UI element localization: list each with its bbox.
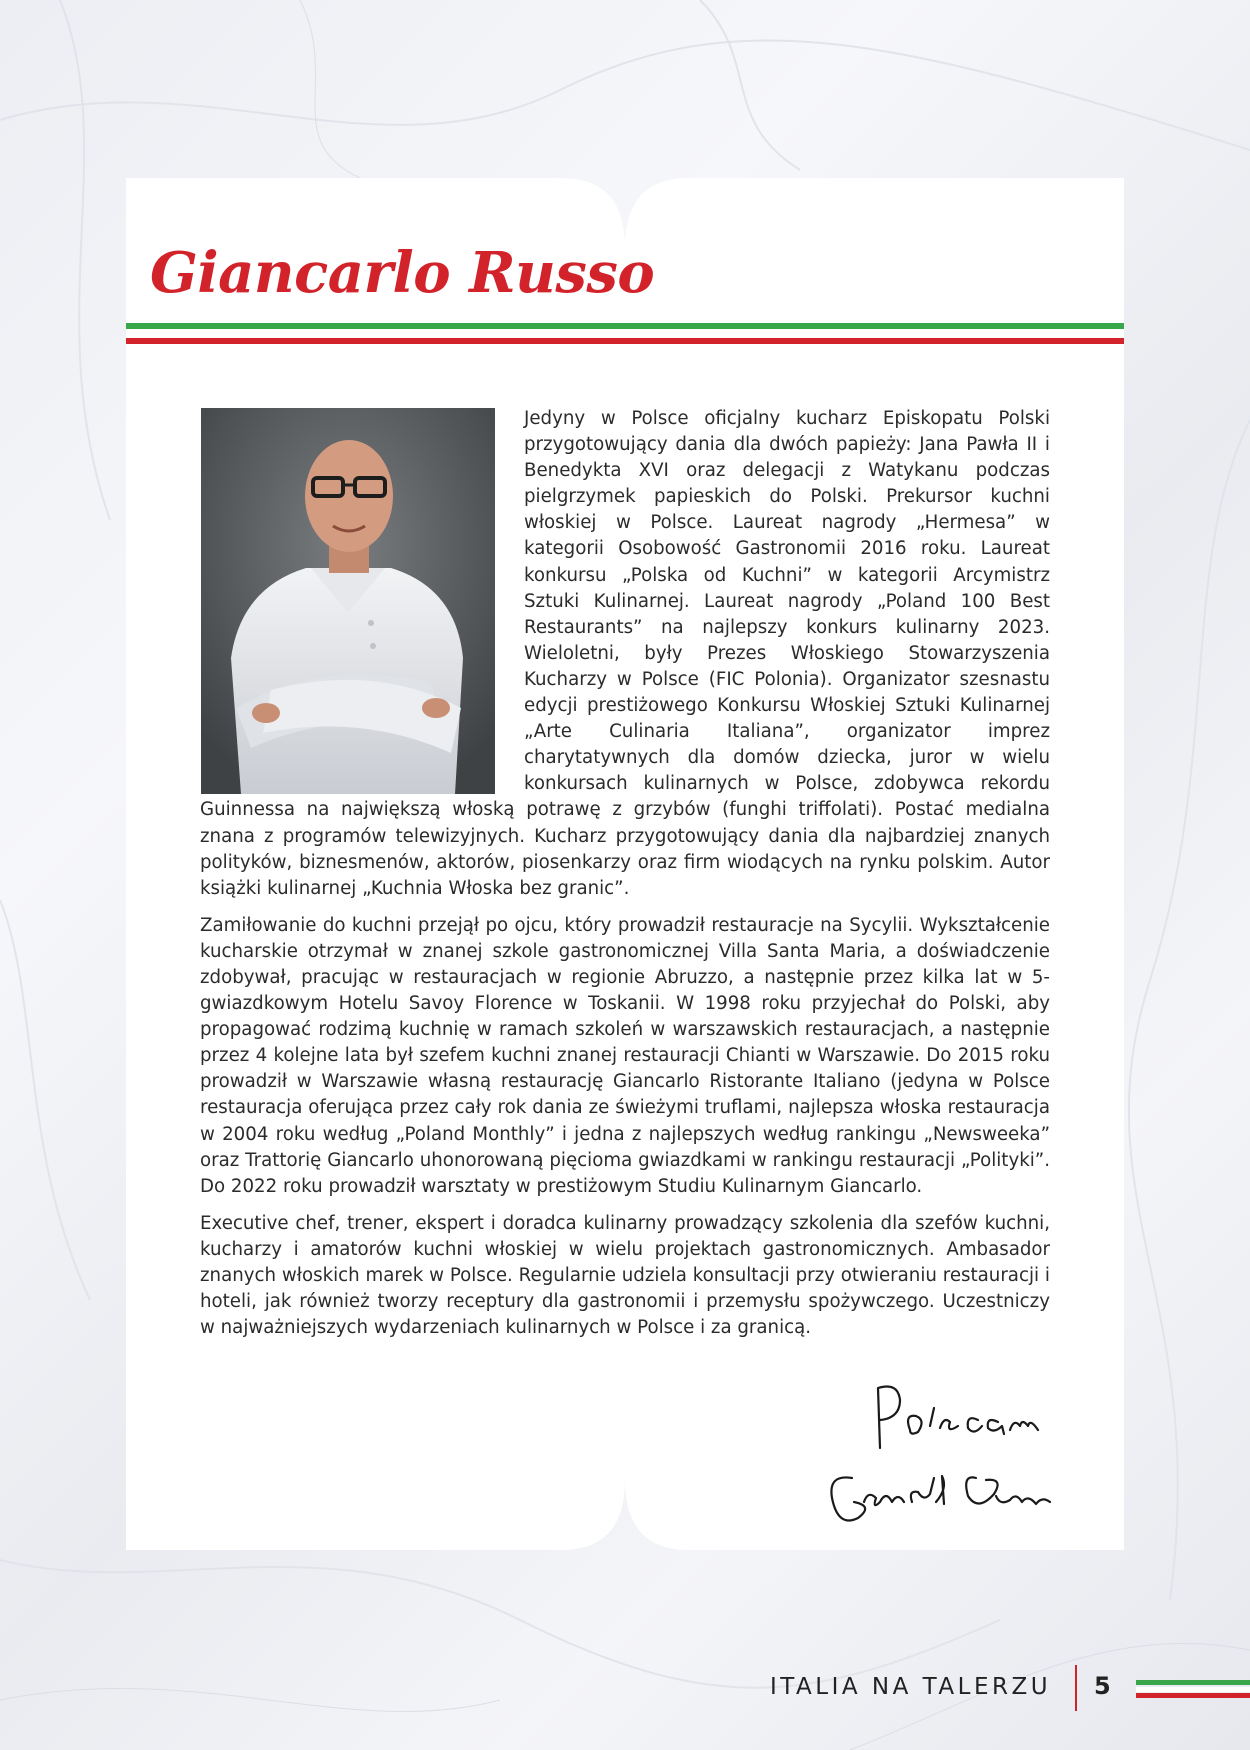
article-body xyxy=(200,406,1050,1352)
italian-flag-rule xyxy=(126,323,1124,344)
article-paragraph-1: Jedyny w Polsce oficjalny kucharz Episkopatu Polski przygotowujący dania dla dwóch papieży: Jana Pawła II i Benedykta XVI oraz delegacji z Watykanu podczas pielgrzymek papieskich do Polski. Prekursor kuchni włoskiej w Polsce. Laureat nagrody „Hermesa” w kategorii Osobowość Gastronomii 2016 roku. Laureat konkursu „Polska od Kuchni” w kategorii Arcymistrz Sztuki Kulinarnej. Laureat nagrody „Poland 100 Best Restaurants” na najlepszy konkurs kulinarny 2023. Wieloletni, były Prezes Włoskiego Stowarzyszenia Kucharzy w Polsce (FIC Polonia). Organizator szesnastu edycji prestiżowego Konkursu Włoskiej Sztuki Kulinarnej „Arte Culinaria Italiana”, organizator imprez charytatywnych dla domów dziecka, juror w wielu konkursach kulinarnych w Polsce, zdobywca rekordu Guinnessa na największą włoską potrawę z grzybów (funghi triffolati). Postać medialna znana z programów telewizyjnych. Kucharz przygotowujący dania dla najbardziej znanych polityków, biznesmenów, aktorów, piosenkarzy oraz firm wiodących na rynku polskim. Autor książki kulinarnej „Kuchnia Włoska bez granic”. xyxy=(200,408,1050,899)
footer-divider xyxy=(1075,1665,1077,1711)
photo-spacer xyxy=(200,406,524,796)
footer-flag-rule xyxy=(1136,1680,1250,1699)
article-paragraph-3: Executive chef, trener, ekspert i doradca kulinarny prowadzący szkolenia dla szefów kuchni, kucharzy i amatorów kuchni włoskiej w wielu projektach gastronomicznych. Ambasador znanych włoskich marek w Polsce. Regularnie udziela konsultacji przy otwieraniu restauracji i hoteli, jak również tworzy receptury dla gastronomii i przemysłu spożywczego. Uczestniczy w najważniejszych wydarzeniach kulinarnych w Polsce i za granicą. xyxy=(200,1212,1050,1339)
handwritten-signature xyxy=(818,1378,1058,1538)
page-title: Giancarlo Russo xyxy=(150,240,655,306)
article-paragraph-2: Zamiłowanie do kuchni przejął po ojcu, który prowadził restauracje na Sycylii. Wykształcenie kucharskie otrzymał w znanej szkole gastronomicznej Villa Santa Maria, a doświadczenie zdobywał, pracując w restauracjach w regionie Abruzzo, a następnie przez kilka lat w 5-gwiazdkowym Hotelu Savoy Florence w Toskanii. W 1998 roku przyjechał do Polski, aby propagować rodzimą kuchnię w ramach szkoleń w warszawskich restauracjach, a następnie przez 4 kolejne lata był szefem kuchni znanej restauracji Chianti w Warszawie. Do 2015 roku prowadził w Warszawie własną restaurację Giancarlo Ristorante Italiano (jedyna w Polsce restauracja oferująca przez cały rok dania ze świeżymi truflami, najlepsza włoska restauracja w 2004 roku według „Poland Monthly” i jedna z najlepszych według rankingu „Newsweeka” oraz Trattorię Giancarlo uhonorowaną pięcioma gwiazdkami w rankingu restauracji „Polityki”. Do 2022 roku prowadził warsztaty w prestiżowym Studiu Kulinarnym Giancarlo. xyxy=(200,914,1050,1197)
page-number: 5 xyxy=(1094,1672,1111,1700)
magazine-title: ITALIA NA TALERZU xyxy=(770,1674,1052,1700)
